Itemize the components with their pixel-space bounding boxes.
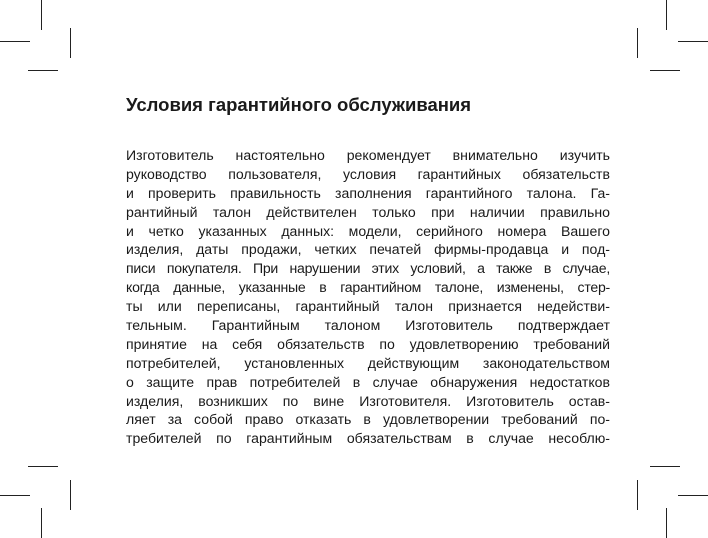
- text-line: руководство пользователя, условия гарантийных обязательств: [126, 165, 610, 182]
- text-line: писи покупателя. При нарушении этих условий, а также в случае,: [126, 260, 610, 277]
- crop-mark-top-right-horizontal: [678, 41, 708, 42]
- text-line: изделия, даты продажи, четких печатей фирмы-продавца и под-: [126, 241, 610, 258]
- text-line: принятие на себя обязательств по удовлетворению требований: [126, 335, 610, 352]
- crop-mark-bottom-right-inner-horizontal: [650, 466, 680, 467]
- crop-mark-top-left-vertical: [41, 0, 42, 30]
- crop-mark-bottom-right-horizontal: [678, 495, 708, 496]
- text-line: когда данные, указанные в гарантийном талоне, изменены, стер-: [126, 279, 610, 296]
- text-line: Изготовитель настоятельно рекомендует внимательно изучить: [126, 147, 610, 163]
- crop-mark-top-right-vertical: [666, 0, 667, 30]
- text-line: о защите прав потребителей в случае обнаружения недостатков: [126, 373, 610, 390]
- text-line: и четко указанных данных: модели, серийного номера Вашего: [126, 222, 610, 239]
- crop-mark-bottom-right-inner-vertical: [637, 480, 638, 510]
- crop-mark-bottom-left-inner-horizontal: [28, 466, 58, 467]
- text-line: ляет за собой право отказать в удовлетворении требований по-: [126, 411, 610, 428]
- text-line: ты или переписаны, гарантийный талон признается недействи-: [126, 298, 610, 315]
- text-line: рантийный талон действителен только при наличии правильно: [126, 203, 610, 220]
- crop-mark-top-left-horizontal: [0, 41, 30, 42]
- crop-mark-top-right-inner-vertical: [637, 28, 638, 58]
- crop-mark-bottom-left-inner-vertical: [70, 480, 71, 510]
- crop-mark-top-right-inner-horizontal: [650, 70, 680, 71]
- crop-mark-bottom-right-vertical: [666, 508, 667, 538]
- text-line: и проверить правильность заполнения гарантийного талона. Га-: [126, 184, 610, 201]
- text-line: тельным. Гарантийным талоном Изготовитель подтверждает: [126, 317, 610, 334]
- crop-mark-top-left-inner-vertical: [70, 28, 71, 58]
- text-line: потребителей, установленных действующим законодательством: [126, 354, 610, 371]
- page-title: Условия гарантийного обслуживания: [126, 94, 472, 115]
- crop-mark-bottom-left-vertical: [41, 508, 42, 538]
- text-line: изделия, возникших по вине Изготовителя. Изготовитель остав-: [126, 392, 610, 409]
- body-paragraph: [126, 146, 610, 448]
- text-line: требителей по гарантийным обязательствам в случае несоблю-: [126, 430, 610, 447]
- crop-mark-bottom-left-horizontal: [0, 495, 30, 496]
- crop-mark-top-left-inner-horizontal: [28, 70, 58, 71]
